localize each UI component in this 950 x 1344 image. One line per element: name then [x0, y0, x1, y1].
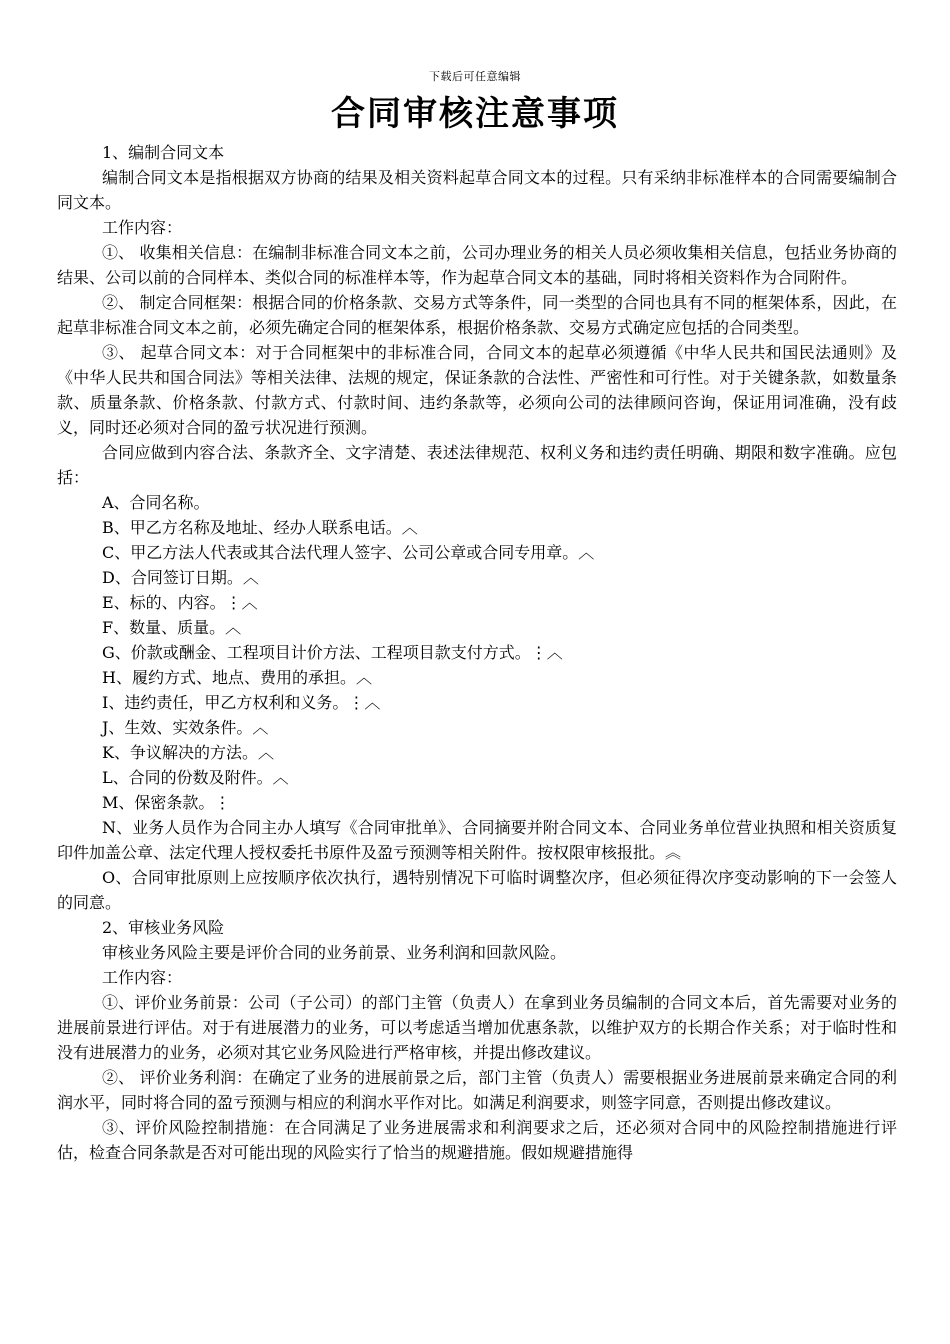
list-item: A、合同名称。 — [102, 493, 210, 512]
paragraph: 工作内容： — [102, 218, 183, 237]
list-item: G、价款或酬金、工程项目计价方法、工程项目款支付方式。⋮︿ — [102, 643, 563, 662]
header-note: 下载后可任意编辑 — [429, 70, 521, 83]
list-item: F、数量、质量。︿ — [102, 618, 242, 637]
list-item: H、履约方式、地点、费用的承担。︿ — [102, 668, 372, 687]
list-item: J、生效、实效条件。︿ — [102, 718, 269, 737]
list-item: I、违约责任，甲乙方权利和义务。⋮︿ — [102, 693, 381, 712]
list-item: B、甲乙方名称及地址、经办人联系电话。︿ — [102, 518, 418, 537]
paragraph: ③、 起草合同文本：对于合同框架中的非标准合同，合同文本的起草必须遵循《中华人民共和国民法通则》及《中华人民共和国合同法》等相关法律、法规的规定，保证条款的合法性、严密性和可行性。对于关键条款，如数量条款、质量条款、价格条款、付款方式、付款时间、违约条款等，必须向公司的法律顾问咨询，保证用词准确，没有歧义，同时还必须对合同的盈亏状况进行预测。 — [57, 343, 897, 437]
list-item: D、合同签订日期。︿ — [102, 568, 259, 587]
paragraph: 审核业务风险主要是评价合同的业务前景、业务利润和回款风险。 — [102, 943, 567, 962]
list-item: N、业务人员作为合同主办人填写《合同审批单》、合同摘要并附合同文本、合同业务单位营业执照和相关资质复印件加盖公章、法定代理人授权委托书原件及盈亏预测等相关附件。按权限审核报批。︽ — [57, 818, 897, 862]
list-item: M、保密条款。⋮ — [102, 793, 231, 812]
paragraph: ②、 评价业务利润：在确定了业务的进展前景之后，部门主管（负责人）需要根据业务进展前景来确定合同的利润水平，同时将合同的盈亏预测与相应的利润水平作对比。如满足利润要求，则签字同意，否则提出修改建议。 — [57, 1068, 897, 1112]
paragraph: 合同应做到内容合法、条款齐全、文字清楚、表述法律规范、权利义务和违约责任明确、期限和数字准确。应包括： — [57, 443, 897, 487]
list-item: K、争议解决的方法。︿ — [102, 743, 274, 762]
paragraph: ③、评价风险控制措施：在合同满足了业务进展需求和利润要求之后，还必须对合同中的风险控制措施进行评估，检查合同条款是否对可能出现的风险实行了恰当的规避措施。假如规避措施得 — [57, 1118, 897, 1162]
paragraph: 工作内容： — [102, 968, 183, 987]
paragraph: 1、编制合同文本 — [102, 143, 225, 162]
paragraph: ①、 收集相关信息：在编制非标准合同文本之前，公司办理业务的相关人员必须收集相关信息，包括业务协商的结果、公司以前的合同样本、类似合同的标准样本等，作为起草合同文本的基础，同时将相关资料作为合同附件。 — [57, 243, 897, 287]
list-item: O、合同审批原则上应按顺序依次执行，遇特别情况下可临时调整次序，但必须征得次序变动影响的下一会签人的同意。 — [57, 868, 897, 912]
list-item: C、甲乙方法人代表或其合法代理人签字、公司公章或合同专用章。︿ — [102, 543, 595, 562]
paragraph: ②、 制定合同框架：根据合同的价格条款、交易方式等条件，同一类型的合同也具有不同的框架体系，因此，在起草非标准合同文本之前，必须先确定合同的框架体系，根据价格条款、交易方式确定应包括的合同类型。 — [57, 293, 897, 337]
paragraph: ①、评价业务前景：公司（子公司）的部门主管（负责人）在拿到业务员编制的合同文本后，首先需要对业务的进展前景进行评估。对于有进展潜力的业务，可以考虑适当增加优惠条款，以维护双方的长期合作关系；对于临时性和没有进展潜力的业务，必须对其它业务风险进行严格审核，并提出修改建议。 — [57, 993, 897, 1062]
paragraph: 编制合同文本是指根据双方协商的结果及相关资料起草合同文本的过程。只有采纳非标准样本的合同需要编制合同文本。 — [57, 168, 897, 212]
list-item: E、标的、内容。⋮︿ — [102, 593, 258, 612]
page-title: 合同审核注意事项 — [331, 94, 619, 134]
section-heading: 2、审核业务风险 — [102, 918, 225, 937]
list-item: L、合同的份数及附件。︿ — [102, 768, 289, 787]
document-body — [57, 140, 897, 1165]
